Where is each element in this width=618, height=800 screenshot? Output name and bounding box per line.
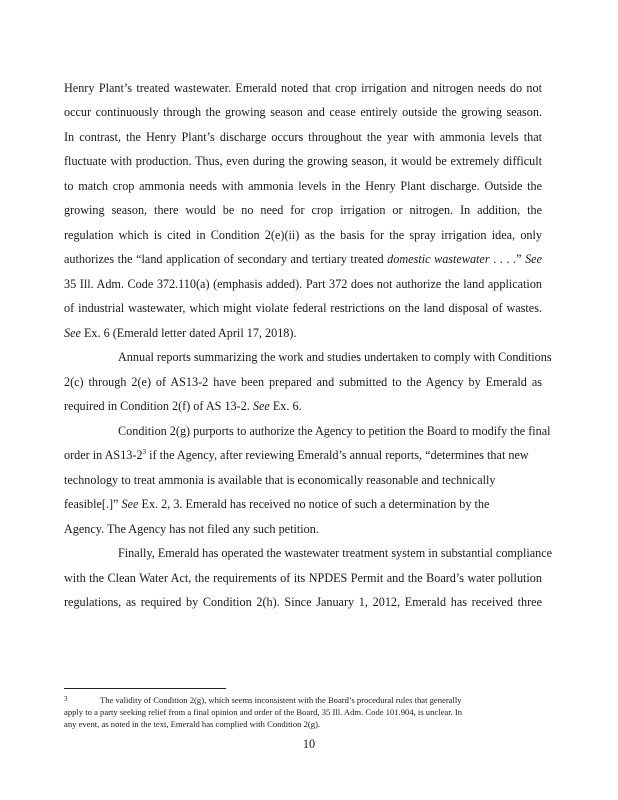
body-line: Henry Plant’s treated wastewater. Emerald noted that crop irrigation and nitrogen needs do not <box>64 81 542 95</box>
footnote-line <box>64 707 542 718</box>
body-line: technology to treat ammonia is available that is economically reasonable and technically <box>64 473 496 487</box>
footnote-text: The validity of Condition 2(g), which seems inconsistent with the Board’s procedural rules that generally <box>100 695 462 705</box>
italic-text: See <box>525 252 542 266</box>
body-line: Finally, Emerald has operated the wastewater treatment system in substantial compliance <box>118 546 553 560</box>
footnote-reference: 3 <box>142 447 147 456</box>
body-line: with the Clean Water Act, the requirements of its NPDES Permit and the Board’s water pollution <box>64 571 542 585</box>
footnote-text: any event, as noted in the text, Emerald has complied with Condition 2(g). <box>64 719 321 729</box>
text-run: required in Condition 2(f) of AS 13-2. <box>64 399 253 413</box>
italic-text: See <box>252 399 270 413</box>
body-line <box>64 399 542 414</box>
body-line: growing season, there would be no need for crop irrigation or nitrogen. In addition, the <box>64 203 542 217</box>
body-line: Agency. The Agency has not filed any such petition. <box>64 522 319 536</box>
body-line <box>64 497 542 512</box>
body-line <box>64 448 542 463</box>
text-run: . . . .” <box>489 252 526 266</box>
text-run: Ex. 2, 3. Emerald has received no notice of such a determination by the <box>138 497 490 511</box>
body-line: 2(c) through 2(e) of AS13-2 have been prepared and submitted to the Agency by Emerald as <box>64 375 542 389</box>
text-run: feasible[.]” <box>64 497 122 511</box>
page-number: 10 <box>302 737 316 751</box>
footnote-line <box>64 719 542 730</box>
body-line: occur continuously through the growing season and cease entirely outside the growing season. <box>64 105 542 119</box>
footnote-line: 3 The validity of Condition 2(g), which seems inconsistent with the Board’s procedural rules that generally <box>64 695 462 705</box>
text-run: Ex. 6 (Emerald letter dated April 17, 2018). <box>80 326 297 340</box>
italic-text: See <box>121 497 139 511</box>
body-line <box>64 252 542 267</box>
body-line: fluctuate with production. Thus, even during the growing season, it would be extremely difficult <box>64 154 542 168</box>
body-line: regulations, as required by Condition 2(h). Since January 1, 2012, Emerald has received three <box>64 595 542 609</box>
body-line: Annual reports summarizing the work and studies undertaken to comply with Conditions <box>118 350 552 364</box>
text-run: if the Agency, after reviewing Emerald’s annual reports, “determines that new <box>146 448 529 462</box>
body-line: 35 Ill. Adm. Code 372.110(a) (emphasis added). Part 372 does not authorize the land application <box>64 277 542 291</box>
italic-text: domestic wastewater <box>387 252 490 266</box>
text-run: order in AS13-2 <box>64 448 143 462</box>
body-line: regulation which is cited in Condition 2(e)(ii) as the basis for the spray irrigation idea, only <box>64 228 542 242</box>
body-line: of industrial wastewater, which might violate federal restrictions on the land disposal of wastes. <box>64 301 542 315</box>
body-line <box>64 326 542 341</box>
footnote-divider <box>64 688 226 689</box>
body-line: Condition 2(g) purports to authorize the Agency to petition the Board to modify the final <box>118 424 551 438</box>
body-line: to match crop ammonia needs with ammonia levels in the Henry Plant discharge. Outside the <box>64 179 542 193</box>
text-run: authorizes the “land application of secondary and tertiary treated <box>64 252 388 266</box>
footnote-text: apply to a party seeking relief from a final opinion and order of the Board, 35 Ill. Adm. Code 101.904, is unclear. In <box>64 707 463 717</box>
text-run: Ex. 6. <box>269 399 302 413</box>
italic-text: See <box>64 326 81 340</box>
body-line: In contrast, the Henry Plant’s discharge occurs throughout the year with ammonia levels that <box>64 130 542 144</box>
